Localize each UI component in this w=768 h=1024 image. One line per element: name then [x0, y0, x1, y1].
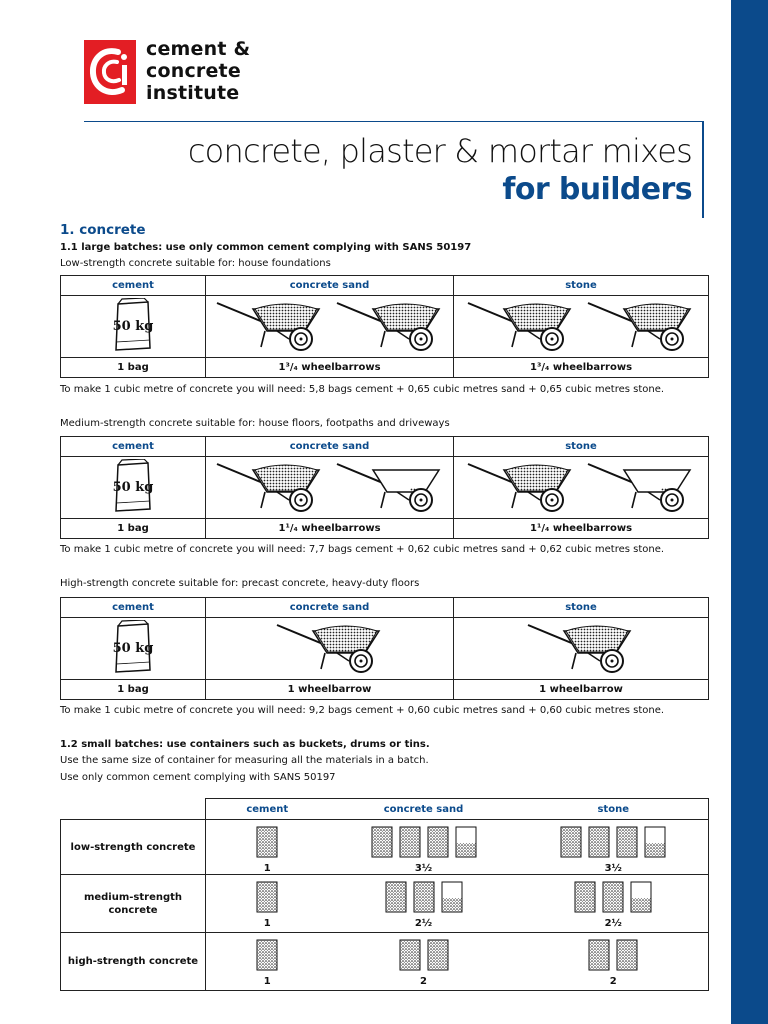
- cement-bag-icon: [112, 298, 154, 355]
- col-header: stone: [454, 437, 709, 457]
- col-header: concrete sand: [206, 598, 454, 618]
- container-full-icon: [256, 826, 278, 861]
- brand-name: cement & concrete institute: [146, 38, 251, 104]
- sand-qty: 2½: [414, 918, 433, 929]
- svg-text:50 kg: 50 kg: [112, 641, 154, 656]
- wheelbarrow-icon: [215, 458, 325, 517]
- mix-table-high: [60, 597, 709, 700]
- small-batch-table: [60, 798, 709, 991]
- row-label: medium-strength concrete: [61, 875, 206, 933]
- container-full-icon: [574, 881, 596, 916]
- container-full-icon: [588, 826, 610, 861]
- svg-text:50 kg: 50 kg: [112, 319, 154, 334]
- row-label: low-strength concrete: [61, 820, 206, 875]
- page-subtitle: for builders: [502, 172, 692, 207]
- cement-qty: 1: [263, 918, 271, 929]
- wheelbarrow-icon: [215, 297, 325, 356]
- sand-qty: 2: [420, 976, 427, 987]
- col-header: concrete sand: [206, 276, 454, 296]
- container-half-icon: [455, 826, 477, 861]
- mix-note: To make 1 cubic metre of concrete you will need: 5,8 bags cement + 0,65 cubic metres sand + 0,65 cubic metres stone.: [60, 384, 665, 395]
- col-header: stone: [454, 598, 709, 618]
- container-half-icon: [644, 826, 666, 861]
- mix-intro: Medium-strength concrete suitable for: house floors, footpaths and driveways: [60, 418, 450, 429]
- container-full-icon: [616, 939, 638, 974]
- container-half-icon: [630, 881, 652, 916]
- container-full-icon: [616, 826, 638, 861]
- wheelbarrow-icon: [275, 619, 385, 678]
- svg-text:50 kg: 50 kg: [112, 480, 154, 495]
- col-header: cement: [61, 598, 206, 618]
- row-label: high-strength concrete: [61, 933, 206, 991]
- stone-qty: 1³/₄ wheelbarrows: [454, 358, 709, 378]
- container-full-icon: [427, 939, 449, 974]
- container-full-icon: [399, 826, 421, 861]
- title-frame: [84, 121, 704, 218]
- container-full-icon: [602, 881, 624, 916]
- col-header: concrete sand: [329, 799, 519, 820]
- sand-qty: 3½: [414, 863, 433, 874]
- container-full-icon: [385, 881, 407, 916]
- mix-table-medium: [60, 436, 709, 539]
- cement-qty: 1 bag: [61, 680, 206, 700]
- col-header: stone: [454, 276, 709, 296]
- stone-qty: 2½: [604, 918, 622, 929]
- instruction-text: Use only common cement complying with SANS 50197: [60, 772, 336, 783]
- cci-logo: [84, 40, 136, 104]
- mix-note: To make 1 cubic metre of concrete you will need: 7,7 bags cement + 0,62 cubic metres sand + 0,62 cubic metres stone.: [60, 544, 665, 555]
- container-half-icon: [441, 881, 463, 916]
- container-full-icon: [256, 939, 278, 974]
- stone-qty: 3½: [604, 863, 622, 874]
- cement-qty: 1 bag: [61, 358, 206, 378]
- mix-intro: High-strength concrete suitable for: precast concrete, heavy-duty floors: [60, 578, 420, 589]
- container-full-icon: [399, 939, 421, 974]
- wheelbarrow-icon: [586, 297, 696, 356]
- cement-bag-icon: [112, 459, 154, 516]
- container-full-icon: [588, 939, 610, 974]
- sand-qty: 1¹/₄ wheelbarrows: [206, 519, 454, 539]
- container-full-icon: [371, 826, 393, 861]
- mix-note: To make 1 cubic metre of concrete you will need: 9,2 bags cement + 0,60 cubic metres sand + 0,60 cubic metres stone.: [60, 705, 665, 716]
- cement-bag-icon: [112, 620, 154, 677]
- container-full-icon: [256, 881, 278, 916]
- stone-qty: 2: [609, 976, 617, 987]
- col-header: cement: [206, 799, 329, 820]
- mix-intro: Low-strength concrete suitable for: house foundations: [60, 258, 331, 269]
- sand-qty: 1³/₄ wheelbarrows: [206, 358, 454, 378]
- subsection-heading: 1.2 small batches: use containers such as buckets, drums or tins.: [60, 739, 430, 750]
- wheelbarrow-icon: [466, 458, 576, 517]
- sand-qty: 1 wheelbarrow: [206, 680, 454, 700]
- wheelbarrow-icon: [466, 297, 576, 356]
- col-header: cement: [61, 276, 206, 296]
- col-header: stone: [519, 799, 709, 820]
- stone-qty: 1 wheelbarrow: [454, 680, 709, 700]
- wheelbarrow-icon: [335, 297, 445, 356]
- subsection-heading: 1.1 large batches: use only common cement complying with SANS 50197: [60, 242, 472, 253]
- wheelbarrow-partial-icon: [586, 458, 696, 517]
- cement-qty: 1: [263, 976, 271, 987]
- instruction-text: Use the same size of container for measuring all the materials in a batch.: [60, 755, 429, 766]
- stone-qty: 1¹/₄ wheelbarrows: [454, 519, 709, 539]
- container-full-icon: [560, 826, 582, 861]
- container-full-icon: [427, 826, 449, 861]
- wheelbarrow-partial-icon: [335, 458, 445, 517]
- col-header: cement: [61, 437, 206, 457]
- cement-qty: 1 bag: [61, 519, 206, 539]
- cement-qty: 1: [263, 863, 271, 874]
- page-title: concrete, plaster & mortar mixes: [187, 132, 692, 170]
- side-color-bar: [731, 0, 768, 1024]
- mix-table-low: [60, 275, 709, 378]
- col-header: concrete sand: [206, 437, 454, 457]
- container-full-icon: [413, 881, 435, 916]
- section-heading: 1. concrete: [60, 222, 146, 238]
- wheelbarrow-icon: [526, 619, 636, 678]
